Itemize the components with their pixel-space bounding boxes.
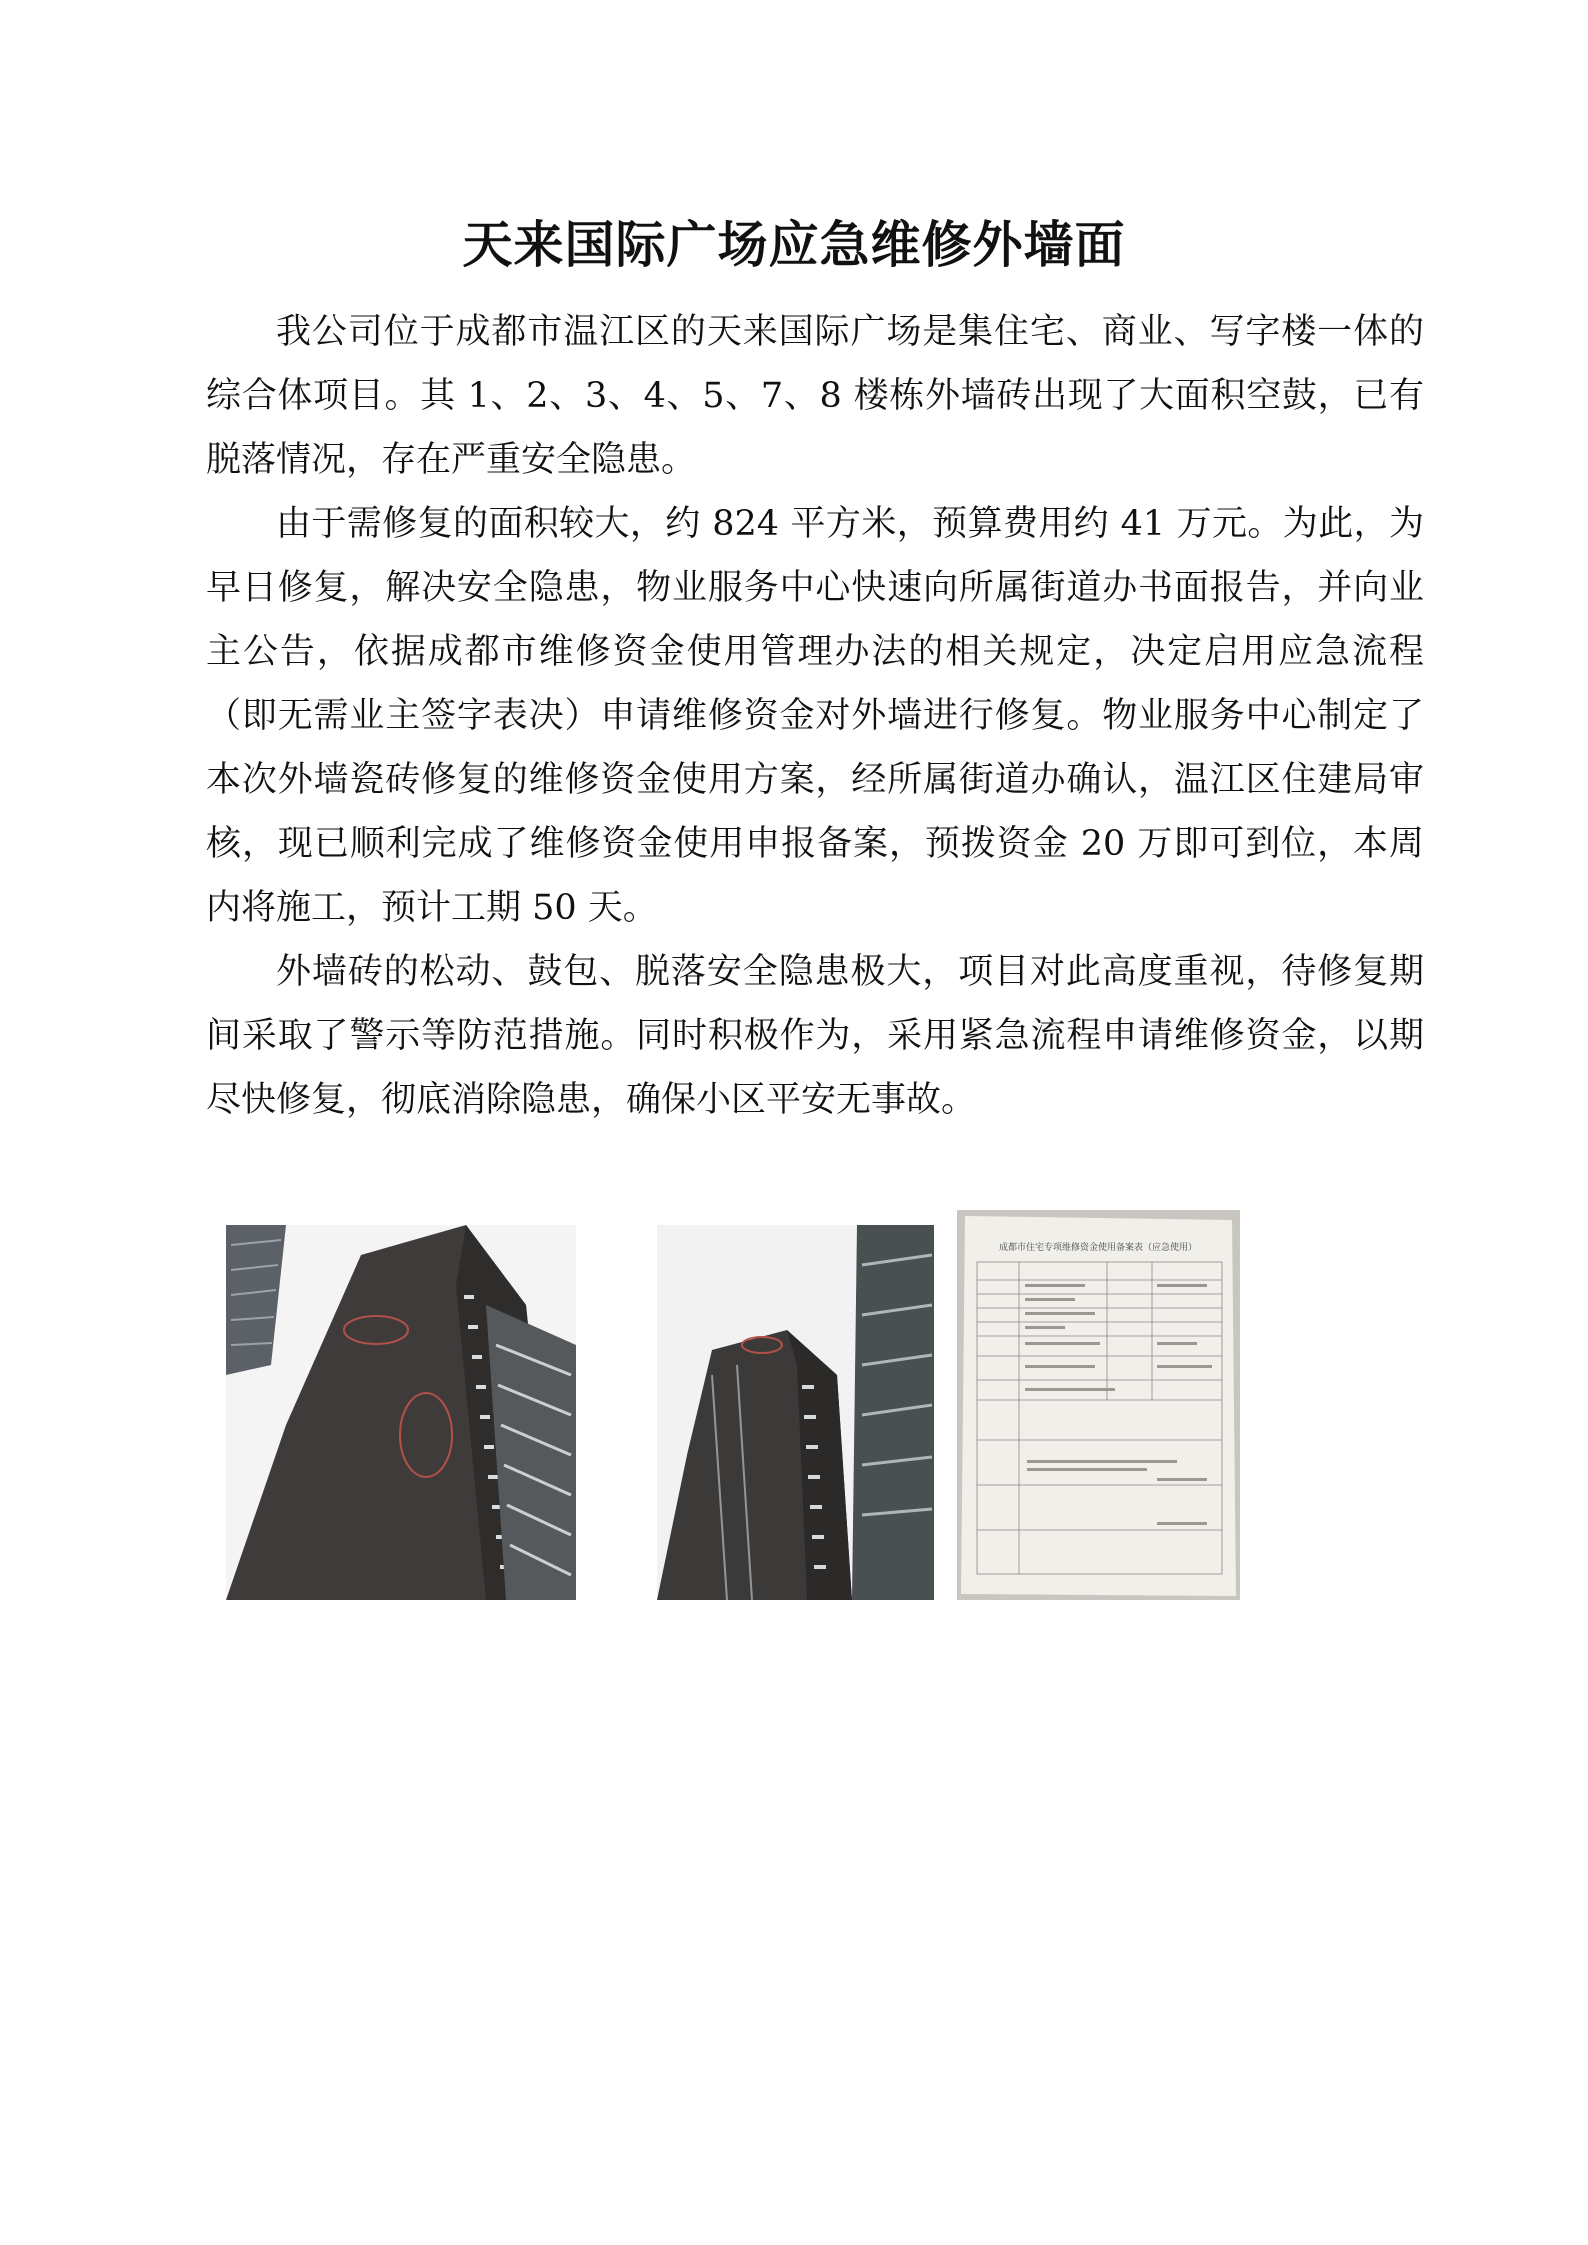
paragraph-2: 由于需修复的面积较大，约 824 平方米，预算费用约 41 万元。为此，为早日修复，解决安全隐患，物业服务中心快速向所属街道办书面报告，并向业主公告，依据成都市维修资金使用管理办法的相关规定，决定启用应急流程（即无需业主签字表决）申请维修资金对外墙进行修复。物业服务中心制定了本次外墙瓷砖修复的维修资金使用方案，经所属街道办确认，温江区住建局审核，现已顺利完成了维修资金使用申报备案，预拨资金 20 万即可到位，本周内将施工，预计工期 50 天。: [206, 504, 1424, 928]
building-facade-photo-1: [226, 1225, 576, 1600]
form-heading: 成都市住宅专项维修资金使用备案表（应急使用）: [998, 1243, 1198, 1253]
page-title: 天来国际广场应急维修外墙面: [462, 215, 1126, 274]
document-body: [206, 300, 1424, 1132]
maintenance-fund-form-photo: [957, 1210, 1240, 1600]
paragraph-1: 我公司位于成都市温江区的天来国际广场是集住宅、商业、写字楼一体的综合体项目。其 1、2、3、4、5、7、8 楼栋外墙砖出现了大面积空鼓，已有脱落情况，存在严重安全隐患。: [206, 312, 1424, 480]
building-facade-photo-2: [657, 1225, 934, 1600]
paragraph-3: 外墙砖的松动、鼓包、脱落安全隐患极大，项目对此高度重视，待修复期间采取了警示等防范措施。同时积极作为，采用紧急流程申请维修资金，以期尽快修复，彻底消除隐患，确保小区平安无事故。: [206, 952, 1424, 1120]
